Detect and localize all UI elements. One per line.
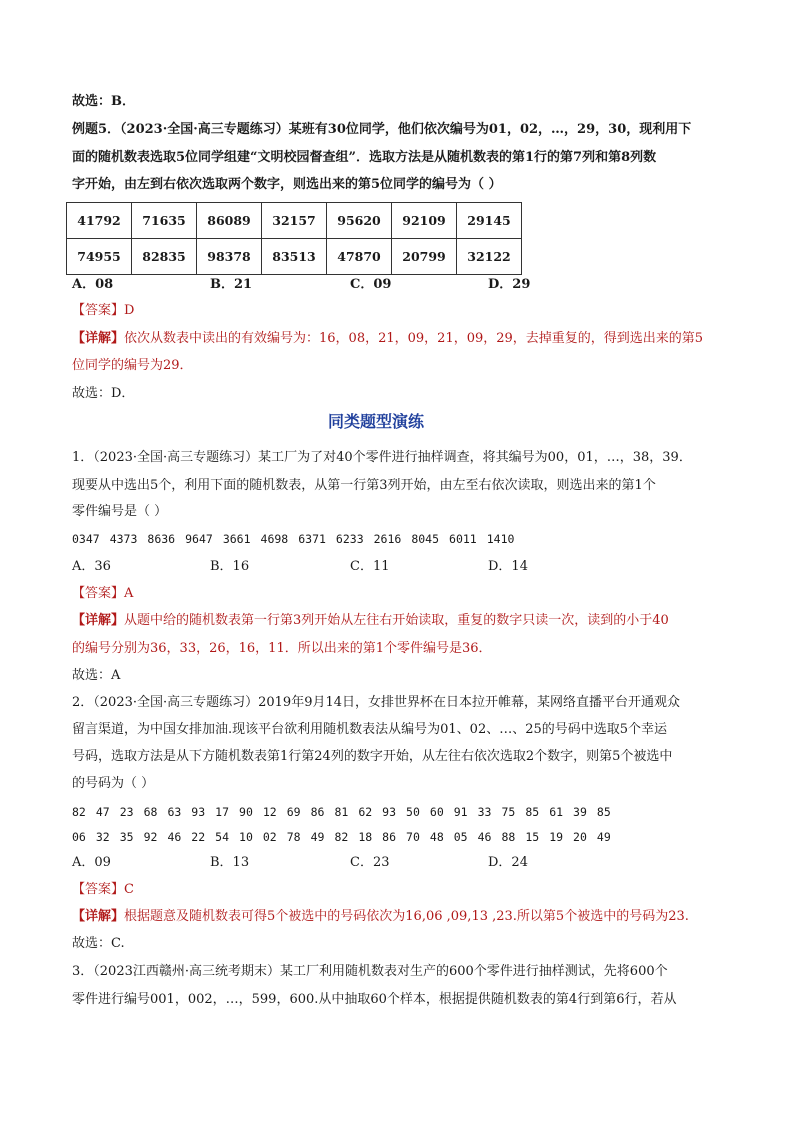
- random-number: 69: [286, 805, 301, 819]
- table-cell: 41792: [67, 203, 132, 239]
- random-number: 15: [525, 830, 540, 844]
- random-number: 92: [143, 830, 158, 844]
- option-a: A．08: [72, 277, 114, 292]
- example5-conclusion: 故选：D．: [72, 386, 135, 401]
- option-a: A．36: [72, 559, 111, 574]
- random-number-table: [66, 202, 522, 275]
- random-number: 75: [501, 805, 516, 819]
- section-title: 同类题型演练: [328, 412, 425, 431]
- random-number: 90: [239, 805, 253, 819]
- random-number: 86: [382, 830, 397, 844]
- table-cell: 71635: [132, 203, 197, 239]
- table-cell: 32122: [457, 239, 522, 275]
- table-cell: 82835: [132, 239, 197, 275]
- random-number: 47: [95, 805, 110, 819]
- example5-stem-line2: 面的随机数表选取5位同学组建“文明校园督查组”．选取方法是从随机数表的第1行的第7列和第8列数: [72, 150, 657, 165]
- option-c: C．11: [350, 559, 390, 574]
- random-number: 54: [215, 830, 230, 844]
- random-number: 68: [143, 805, 158, 819]
- random-number: 22: [191, 830, 206, 844]
- random-number: 23: [119, 805, 134, 819]
- random-number: 46: [477, 830, 492, 844]
- random-number: 46: [167, 830, 182, 844]
- option-b: B．21: [210, 277, 253, 292]
- detail-tag: 【详解】: [72, 909, 125, 924]
- q1-stem-line3: 零件编号是（ ）: [72, 504, 168, 519]
- random-number: 06: [72, 830, 86, 844]
- q1-stem-line2: 现要从中选出5个，利用下面的随机数表，从第一行第3列开始，由左至右依次读取，则选出来的第1个: [72, 478, 656, 493]
- random-number: 48: [429, 830, 444, 844]
- random-number: 60: [429, 805, 444, 819]
- random-number: 62: [358, 805, 373, 819]
- detail-tag: 【详解】: [72, 613, 125, 628]
- random-number: 17: [215, 805, 230, 819]
- random-number: 35: [119, 830, 134, 844]
- q1-answer: 【答案】A: [72, 586, 134, 601]
- random-number: 33: [477, 805, 492, 819]
- example5-label: 例题5．: [72, 122, 121, 137]
- q2-detail-line1: 【详解】根据题意及随机数表可得5个被选中的号码依次为16,06 ,09,13 ,23.所以第5个被选中的号码为23.: [72, 909, 689, 924]
- random-number: 05: [453, 830, 468, 844]
- q1-conclusion: 故选：A: [72, 668, 121, 683]
- random-number: 02: [262, 830, 277, 844]
- random-number: 63: [167, 805, 182, 819]
- table-cell: 92109: [392, 203, 457, 239]
- prev-answer-conclusion: 故选：B．: [72, 94, 135, 109]
- random-number: 50: [406, 805, 420, 819]
- random-number: 4698: [260, 532, 289, 546]
- random-number: 49: [310, 830, 325, 844]
- example5-detail-line2: 位同学的编号为29．: [72, 358, 193, 373]
- random-number: 61: [549, 805, 564, 819]
- q3-stem-line1: 3．（2023江西赣州·高三统考期末）某工厂利用随机数表对生产的600个零件进行抽样测试，先将600个: [72, 964, 668, 979]
- q1-stem-line1: 1．（2023·全国·高三专题练习）某工厂为了对40个零件进行抽样调查，将其编号为00，01，…，38，39．: [72, 450, 692, 465]
- random-number: 19: [549, 830, 564, 844]
- table-cell: 32157: [262, 203, 327, 239]
- random-number: 82: [72, 805, 86, 819]
- random-number: 85: [525, 805, 540, 819]
- q2-answer: 【答案】C: [72, 882, 134, 897]
- q2-random-row2: [72, 828, 621, 846]
- random-number: 12: [262, 805, 277, 819]
- random-number: 93: [191, 805, 206, 819]
- q2-random-row1: [72, 803, 621, 821]
- random-number: 1410: [486, 532, 515, 546]
- random-number: 78: [286, 830, 301, 844]
- random-number: 18: [358, 830, 373, 844]
- random-number: 2616: [373, 532, 402, 546]
- random-number: 82: [334, 830, 349, 844]
- random-number: 49: [596, 830, 611, 844]
- random-number: 32: [95, 830, 110, 844]
- detail-tag: 【详解】: [72, 331, 125, 346]
- table-cell: 86089: [197, 203, 262, 239]
- q3-stem-line2: 零件进行编号001，002，…，599，600.从中抽取60个样本，根据提供随机数表的第4行到第6行，若从: [72, 992, 677, 1007]
- q2-stem-line1: 2．（2023·全国·高三专题练习）2019年9月14日，女排世界杯在日本拉开帷幕，某网络直播平台开通观众: [72, 695, 681, 710]
- random-number: 8636: [147, 532, 176, 546]
- q2-conclusion: 故选：C.: [72, 936, 125, 951]
- table-row: [67, 203, 522, 239]
- random-number: 20: [573, 830, 587, 844]
- q2-stem-line4: 的号码为（ ）: [72, 776, 155, 791]
- table-cell: 98378: [197, 239, 262, 275]
- random-number: 3661: [222, 532, 251, 546]
- random-number: 6371: [298, 532, 326, 546]
- random-number: 6233: [335, 532, 364, 546]
- random-number: 86: [310, 805, 325, 819]
- q2-stem-line2: 留言渠道，为中国女排加油.现该平台欲利用随机数表法从编号为01、02、…、25的号码中选取5个幸运: [72, 722, 668, 737]
- option-b: B．16: [210, 559, 250, 574]
- table-cell: 83513: [262, 239, 327, 275]
- q2-stem-line3: 号码，选取方法是从下方随机数表第1行第24列的数字开始，从左往右依次选取2个数字，则第5个被选中: [72, 749, 673, 764]
- random-number: 9647: [185, 532, 213, 546]
- example5-detail-line1: 【详解】依次从数表中读出的有效编号为：16，08，21，09，21，09，29，去掉重复的，得到选出来的第5: [72, 331, 704, 346]
- example5-stem-line3: 字开始，由左到右依次选取两个数字，则选出来的第5位同学的编号为（ ）: [72, 177, 502, 192]
- random-number: 4373: [109, 532, 138, 546]
- table-cell: 74955: [67, 239, 132, 275]
- random-number: 70: [406, 830, 420, 844]
- example5-answer: 【答案】D: [72, 303, 135, 318]
- random-number: 6011: [449, 532, 477, 546]
- table-row: [67, 239, 522, 275]
- table-cell: 95620: [327, 203, 392, 239]
- random-number: 93: [382, 805, 397, 819]
- option-c: C．23: [350, 855, 390, 870]
- random-number: 8045: [411, 532, 440, 546]
- table-cell: 47870: [327, 239, 392, 275]
- option-d: D．24: [488, 855, 528, 870]
- random-number: 0347: [72, 532, 100, 546]
- random-number: 91: [453, 805, 468, 819]
- random-number: 85: [596, 805, 611, 819]
- q1-detail-line2: 的编号分别为36，33，26，16，11．所以出来的第1个零件编号是36．: [72, 641, 492, 656]
- option-b: B．13: [210, 855, 250, 870]
- option-c: C．09: [350, 277, 392, 292]
- option-d: D．14: [488, 559, 528, 574]
- option-a: A．09: [72, 855, 111, 870]
- example5-stem-line1: 例题5．（2023·全国·高三专题练习）某班有30位同学，他们依次编号为01，02，…，29，30，现利用下: [72, 122, 692, 137]
- table-cell: 29145: [457, 203, 522, 239]
- random-number: 88: [501, 830, 516, 844]
- q1-random-numbers: [72, 530, 524, 548]
- q1-detail-line1: 【详解】从题中给的随机数表第一行第3列开始从左往右开始读取，重复的数字只读一次，读到的小于40: [72, 613, 669, 628]
- random-number: 81: [334, 805, 349, 819]
- random-number: 39: [573, 805, 587, 819]
- random-number: 10: [239, 830, 253, 844]
- table-cell: 20799: [392, 239, 457, 275]
- option-d: D．29: [488, 277, 531, 292]
